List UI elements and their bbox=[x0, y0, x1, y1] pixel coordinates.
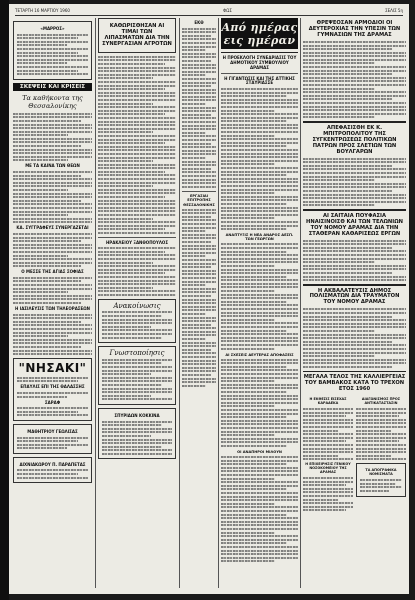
article-headline: ΜΕΓΑΛΑ ΤΕΛΟΣ ΤΗΣ ΚΑΛΛΙΕΡΓΕΙΑΣ ΤΟΥ ΒΑΜΒΑΚΟΣ ΚΑΤΑ ΤΟ ΤΡΕΧΟΝ ΕΤΟΣ 1960 bbox=[303, 374, 406, 393]
subhead: ΔΙΑΓΩΝΙΣΜΟΣ ΠΡΟΣ ΑΝΤΙΚΑΤΑΣΤΑΣΙΝ bbox=[361, 397, 401, 406]
column-rule bbox=[218, 18, 219, 588]
article-headline: ΑΠΕΦΑΣΙΣΘΗ ΕΚ Κ. ΜΠΙΤΡΟΠΟΛΙΤΟΥ ΤΗΣ ΣΥΓΚΕΝΤΡΩΣΕΩΣ ΠΟΛΙΤΙΚΩΝ ΠΑΤΡΩΝ ΠΡΟΣ ΣΛΕΤΙΩΝ ΤΩΝ ΒΟΥΛΓΑΡΩΝ bbox=[312, 124, 397, 155]
page-header bbox=[15, 6, 403, 16]
notice-head: ΗΡΑΚΛΕΙΟΥ ΞΑΝΘΟΠΟΥΛΟΣ bbox=[105, 239, 169, 245]
sale-title: ΣΠΥΡΙΔΩΝ ΚΟΚΚΙΝΑ bbox=[114, 412, 160, 418]
subhead: ΜΕ ΤΑ ΚΑΙΝΑ ΤΩΝ ΘΕΩΝ bbox=[25, 163, 80, 169]
section-title-band: ΣΚΕΨΕΙΣ ΚΑΙ ΚΡΙΣΕΙΣ bbox=[13, 83, 92, 91]
announcement-box bbox=[98, 299, 176, 343]
article-headline: ΘΡΕΨΕΟΣΑΝ ΑΡΜΟΔΙΟΙ ΟΙ ΔΕΥΤΕΡΟΧΙΑΣ ΤΗΝ ΥΠΕΣΙΝ ΤΩΝ ΓΥΜΝΑΣΙΩΝ ΤΗΣ ΔΡΑΜΑΣ bbox=[308, 20, 401, 38]
subhead: Η ΕΚΘΕΣΙΣ ΕΙΣΕΧΑΣ ΚΑΡΑΔΕΚΑ bbox=[309, 397, 347, 406]
notice-title: Γνωστοποίησις bbox=[109, 349, 165, 358]
subhead: ΑΙ ΣΧΕΣΕΙΣ ΔΕΥΤΕΡΑΣ ΑΠΟΦΑΣΕΙΣ bbox=[225, 352, 294, 357]
subhead: Η ΕΠΙΧΕΙΡΗΣΙΣ ΓΕΝΙΚΟΥ ΝΟΣΟΚΟΜΕΙΟΥ ΤΗΣ ΔΡΑΜΑΣ bbox=[305, 462, 351, 475]
subhead: Ο ΜΕΣΣΕ ΤΗΣ ΑΓΙΑΣ ΣΟΦΙΑΣ bbox=[21, 269, 84, 275]
column-subhead: ΕΡΓΑΣΙΑΙ ΕΠΙΤΡΟΠΗΣ ΘΕΣΣΑΛΟΝΙΚΗΣ bbox=[183, 194, 215, 207]
headline-box bbox=[98, 18, 176, 53]
column-rule bbox=[95, 18, 96, 588]
ad-subtitle: ΕΠΑΥΛΙΣ ΕΠΙ ΤΗΣ ΘΑΛΑΣΣΗΣ bbox=[20, 384, 85, 390]
masthead-title: «ΜΑΡΡΟΣ» bbox=[40, 26, 65, 31]
subhead: ΟΙ ΑΝΑΠΗΡΟΙ ΜΙΛΟΥΝ bbox=[237, 449, 282, 454]
notice-box bbox=[13, 424, 92, 454]
column-3 bbox=[182, 18, 216, 588]
article-headline: ΚΑΘΩΡΙΣΘΗΣΑΝ ΑΙ ΤΙΜΑΙ ΤΩΝ ΛΙΠΑΣΜΑΤΩΝ ΔΙΑ ΤΗΝ ΣΥΝΕΡΓΑΣΙΑΝ ΑΓΡΟΤΩΝ bbox=[102, 23, 172, 47]
article-headline: Η ΠΡΟΕΚΛΟΓΗ ΣΥΝΕΔΡΙΑΣΙΣ ΤΟΥ ΔΗΜΟΤΙΚΟΥ ΣΥΜΒΟΥΛΙΟΥ ΔΡΑΜΑΣ bbox=[222, 55, 297, 70]
article-headline: Η ΓΙΓΑΝΤΩΣΙΣ ΚΑΙ ΤΗΣ ΑΤΤΙΚΗΣ ΣΤΑΥΡΙΑΣΣΕ bbox=[224, 75, 295, 86]
subhead: ΤΑ ΑΠΟΓΡΑΦΙΚΑ ΝΟΜΙΣΜΑΤΑ bbox=[365, 468, 397, 477]
column-5 bbox=[303, 18, 406, 588]
advertisement-box bbox=[13, 358, 92, 421]
feature-title: Τα καθήκοντα της Θεσσαλονίκης bbox=[22, 93, 83, 110]
column-2 bbox=[98, 18, 176, 588]
header-page-number: ΣΕΛΙΣ 5η bbox=[385, 8, 403, 13]
section-banner: Από ημέρας εις ημέραν bbox=[221, 18, 298, 49]
column-rule bbox=[179, 18, 180, 588]
header-date: ΤΕΤΑΡΤΗ 16 ΜΑΡΤΙΟΥ 1960 bbox=[15, 8, 70, 13]
column-1 bbox=[13, 18, 92, 588]
notice-title: ΜΑΘΗΤΡΙΟΥ ΓΕΩΛΙΣΑΣ bbox=[27, 428, 78, 434]
notice-title: ΔΙΧΝΙΑΚΩΡΟΥ Π. ΠΑΡΑΠΕΤΑΣ bbox=[19, 461, 86, 467]
subhead: ΚΑ. ΣΥΓΓΡΑΦΕΥΣ ΣΥΝΕΡΓΑΖΕΤΑΙ bbox=[16, 225, 89, 231]
ad-brand: "ΝΗΣΑΚΙ" bbox=[18, 361, 87, 376]
subhead: ΑΝΑΠΤΥΞΙΣ Η ΝΕΑ ΑΝΔΡΟΣ ΔΕΣΠ. ΤΩΝ ΓΕΩΡΓΩΝ bbox=[225, 233, 294, 242]
newspaper-page bbox=[9, 4, 409, 594]
notice-box bbox=[356, 463, 406, 496]
column-rule bbox=[300, 18, 301, 588]
notice-box bbox=[13, 457, 92, 483]
ad-tag: ΣΑΡΑΦ bbox=[44, 399, 61, 405]
column-head: ΕΚΘ bbox=[194, 20, 204, 25]
article-headline: Η ΑΚΒΑΛΑΤΕΥΣΙΣ ΔΗΜΟΣ ΠΟΛΙΣΜΑΤΩΝ ΔΙΑ ΤΡΑΥΜΑΤΟΝ ΤΟΥ ΝΟΜΟΥ ΔΡΑΜΑΣ bbox=[309, 287, 400, 306]
announcement-title: Ανακοίνωσις bbox=[113, 301, 161, 310]
header-paper-name: ΦΩΣ bbox=[223, 8, 232, 13]
notice-box bbox=[98, 346, 176, 405]
subhead: Η ΙΑΣΙΛΕΥΣΙΣ ΤΩΝ ΤΗΛΕΟΡΑΣΕΩΝ bbox=[14, 306, 91, 312]
masthead-box bbox=[13, 21, 92, 80]
column-4 bbox=[221, 18, 298, 588]
page-shadow bbox=[0, 0, 9, 600]
sale-box bbox=[98, 408, 176, 460]
article-headline: ΑΙ ΣΑΙΤΑΙΑ ΠΟΥΦΑΣΙΑ ΗΝΑΙΣΙΝΟΙΣΘ ΚΑΙ ΤΩΝ ΤΕΛΩΝΙΩΝ ΤΟΥ ΝΟΜΟΥ ΔΡΑΜΑΣ ΔΙΑ ΤΗΝ ΣΤΑΘΕΡΑΝ ΚΑΘΑΡΙΣΕΩΣ ΕΡΓΩΝ bbox=[306, 212, 403, 237]
